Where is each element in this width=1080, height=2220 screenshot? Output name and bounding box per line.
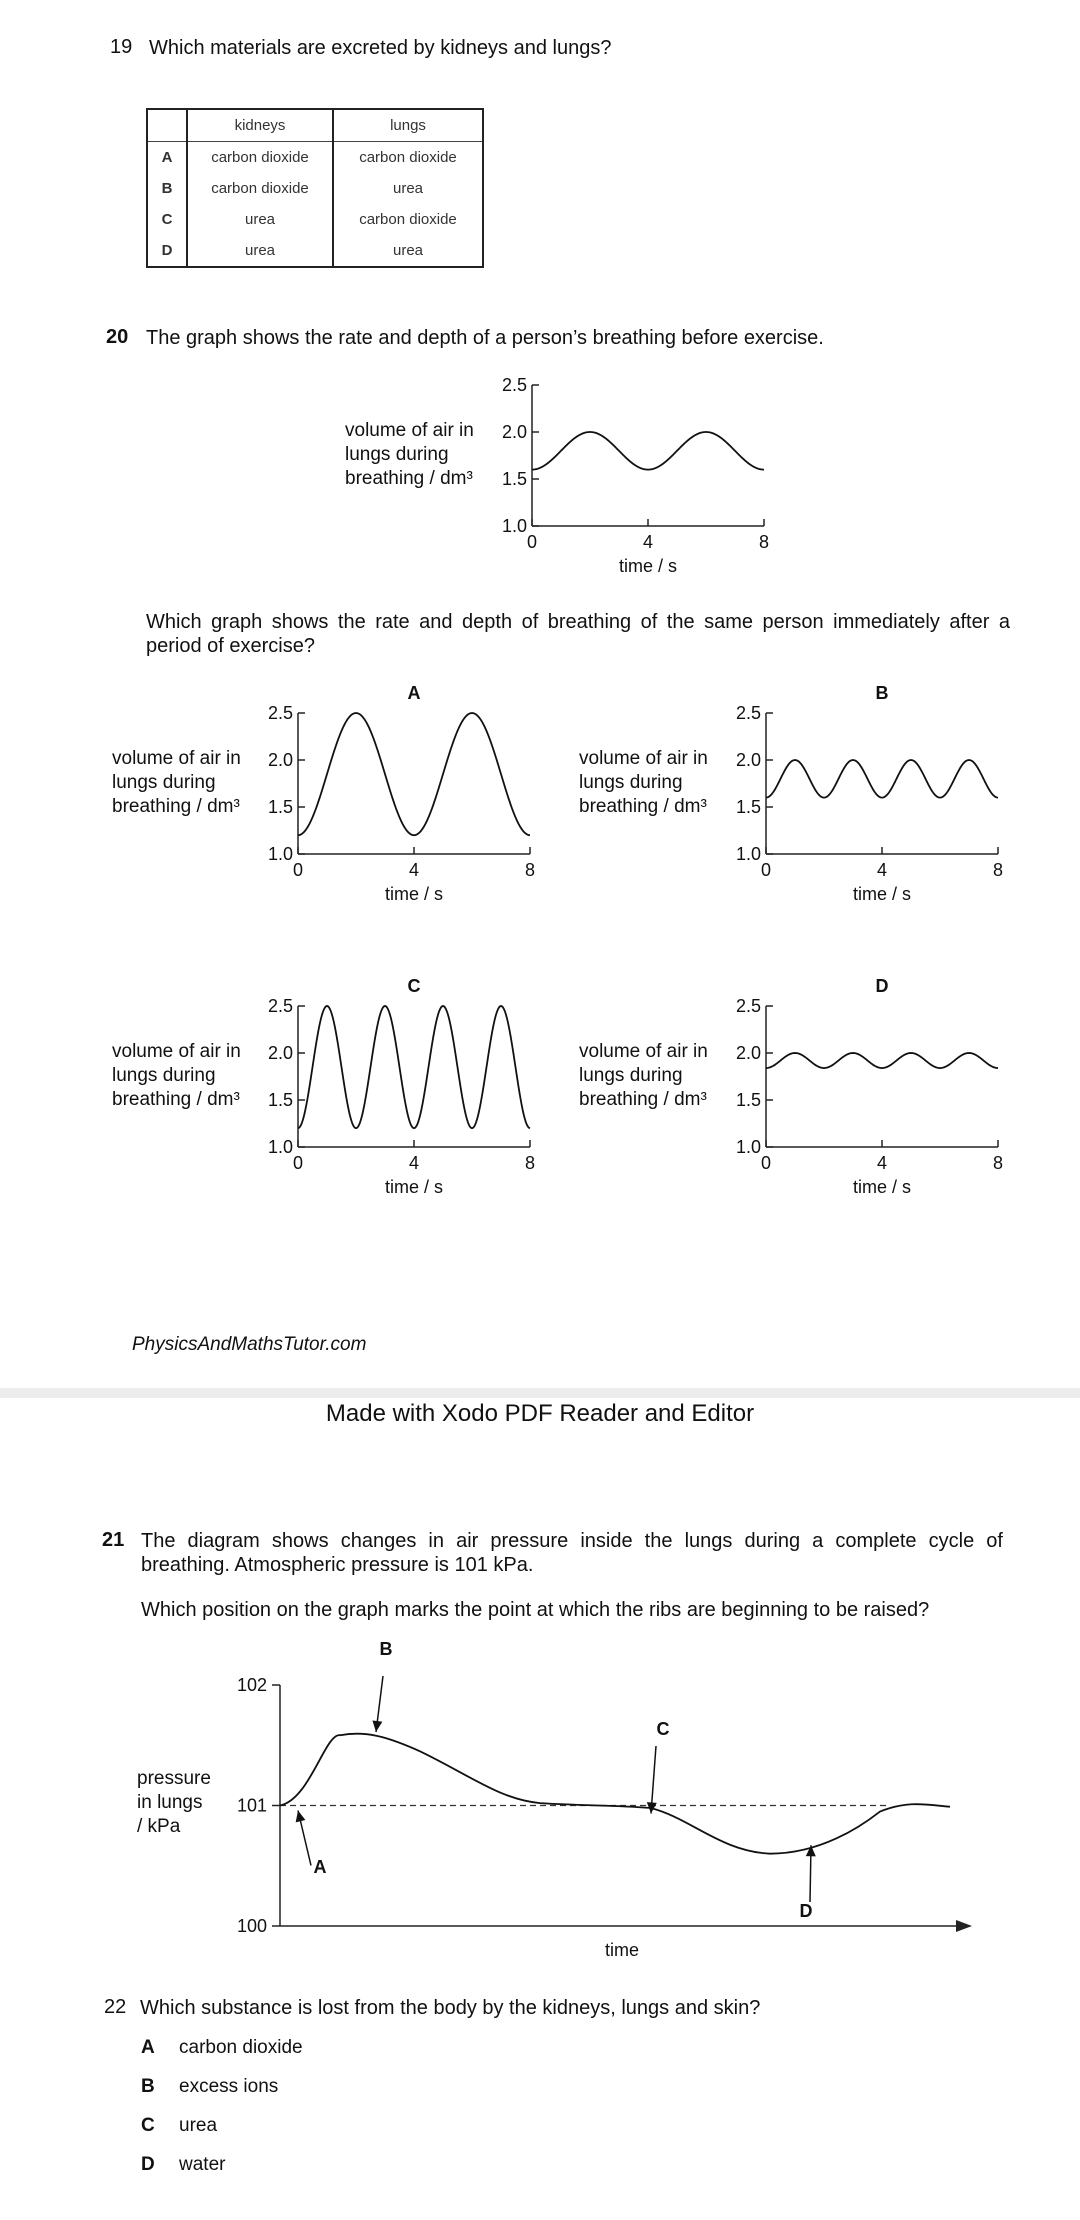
q20-text: The graph shows the rate and depth of a person’s breathing before exercise. bbox=[146, 327, 824, 349]
q20-c-ylabel: volume of air in lungs during breathing / dm³ bbox=[112, 1041, 241, 1110]
q22-option-a[interactable] bbox=[141, 2037, 303, 2059]
y-tick-label: 2.5 bbox=[267, 703, 293, 723]
breathing-curve bbox=[298, 1006, 530, 1128]
option-text: urea bbox=[179, 2115, 218, 2136]
q19-table bbox=[146, 108, 484, 268]
q20-graph-a bbox=[245, 672, 545, 912]
option-text: excess ions bbox=[179, 2076, 279, 2097]
q19-text: Which materials are excreted by kidneys and lungs? bbox=[149, 37, 612, 59]
q20-b-ylabel: volume of air in lungs during breathing / dm³ bbox=[579, 748, 708, 817]
table-row bbox=[147, 173, 483, 204]
y-tick-label: 1.5 bbox=[735, 797, 761, 817]
marker-b-arrowhead bbox=[372, 1720, 382, 1732]
q19-header-kidneys: kidneys bbox=[187, 109, 333, 142]
q20-a-ylabel: volume of air in lungs during breathing / dm³ bbox=[112, 748, 241, 817]
x-tick-label: 0 bbox=[292, 1153, 304, 1173]
y-tick-label: 2.5 bbox=[501, 375, 527, 395]
x-axis-label: time bbox=[604, 1940, 640, 1960]
x-axis-arrowhead bbox=[956, 1920, 972, 1932]
marker-c-label: C bbox=[656, 1719, 670, 1739]
marker-a-arrowhead bbox=[296, 1811, 306, 1823]
table-row bbox=[147, 235, 483, 267]
footer-site: PhysicsAndMathsTutor.com bbox=[132, 1334, 367, 1355]
y-tick-label: 1.0 bbox=[501, 516, 527, 536]
x-tick-label: 4 bbox=[876, 860, 888, 880]
cell-kidneys: carbon dioxide bbox=[187, 142, 333, 174]
y-tick-label: 2.0 bbox=[735, 750, 761, 770]
cell-kidneys: urea bbox=[187, 235, 333, 267]
x-tick-label: 8 bbox=[992, 860, 1004, 880]
y-tick-label: 100 bbox=[236, 1916, 267, 1936]
x-tick-label: 0 bbox=[760, 860, 772, 880]
cell-kidneys: urea bbox=[187, 204, 333, 235]
x-tick-label: 8 bbox=[992, 1153, 1004, 1173]
graph-title: D bbox=[875, 976, 889, 996]
x-tick-label: 0 bbox=[292, 860, 304, 880]
option-letter: C bbox=[141, 2115, 155, 2136]
cell-lungs: carbon dioxide bbox=[359, 211, 457, 228]
x-axis-label: time / s bbox=[852, 884, 912, 904]
y-tick-label: 1.0 bbox=[267, 844, 293, 864]
graph-title: B bbox=[875, 683, 889, 703]
q21-text: The diagram shows changes in air pressure inside the lungs during a complete cycle of breathing. Atmospheric pressure is 101 kPa. bbox=[141, 1530, 1003, 1576]
q22-number: 22 bbox=[104, 1996, 127, 2018]
row-letter: C bbox=[147, 204, 187, 235]
q22-option-d[interactable] bbox=[141, 2154, 226, 2176]
x-axis-label: time / s bbox=[618, 556, 678, 576]
y-tick-label: 1.5 bbox=[267, 797, 293, 817]
y-tick-label: 2.0 bbox=[501, 422, 527, 442]
y-tick-label: 2.0 bbox=[267, 1043, 293, 1063]
q22-option-c[interactable] bbox=[141, 2115, 218, 2137]
x-tick-label: 0 bbox=[526, 532, 538, 552]
q19-header-lungs: lungs bbox=[333, 109, 483, 142]
cell-lungs: urea bbox=[392, 180, 424, 197]
option-text: carbon dioxide bbox=[179, 2037, 303, 2058]
y-tick-label: 1.0 bbox=[735, 844, 761, 864]
option-letter: A bbox=[141, 2037, 155, 2058]
marker-b-label: B bbox=[379, 1639, 393, 1659]
q20-graph-c bbox=[245, 965, 545, 1205]
q20-before-graph bbox=[480, 370, 780, 590]
y-tick-label: 2.5 bbox=[735, 703, 761, 723]
row-letter: B bbox=[147, 173, 187, 204]
x-tick-label: 4 bbox=[876, 1153, 888, 1173]
breathing-curve bbox=[298, 713, 530, 835]
q21-question: Which position on the graph marks the point at which the ribs are beginning to be raised? bbox=[141, 1599, 930, 1621]
x-axis-label: time / s bbox=[384, 1177, 444, 1197]
x-tick-label: 0 bbox=[760, 1153, 772, 1173]
y-tick-label: 1.0 bbox=[267, 1137, 293, 1157]
q22-option-b[interactable] bbox=[141, 2076, 279, 2098]
q21-ylabel: pressure in lungs / kPa bbox=[137, 1768, 211, 1837]
cell-lungs: urea bbox=[392, 242, 424, 259]
row-letter: A bbox=[147, 142, 187, 174]
y-tick-label: 1.5 bbox=[501, 469, 527, 489]
q22-text: Which substance is lost from the body by the kidneys, lungs and skin? bbox=[140, 1997, 761, 2019]
page-divider bbox=[0, 1388, 1080, 1398]
y-tick-label: 1.0 bbox=[735, 1137, 761, 1157]
option-letter: B bbox=[141, 2076, 155, 2097]
cell-kidneys: carbon dioxide bbox=[187, 173, 333, 204]
y-tick-label: 101 bbox=[236, 1795, 267, 1816]
q20-number: 20 bbox=[106, 326, 129, 348]
pressure-curve bbox=[280, 1734, 950, 1854]
x-tick-label: 4 bbox=[408, 1153, 420, 1173]
option-letter: D bbox=[141, 2154, 155, 2175]
x-tick-label: 8 bbox=[524, 1153, 536, 1173]
option-text: water bbox=[179, 2154, 226, 2175]
breathing-curve bbox=[532, 432, 764, 470]
q20-graph-d bbox=[712, 965, 1012, 1205]
graph-title: C bbox=[407, 976, 421, 996]
q21-number: 21 bbox=[102, 1529, 125, 1551]
y-tick-label: 102 bbox=[236, 1675, 267, 1695]
row-letter: D bbox=[147, 235, 187, 267]
y-tick-label: 1.5 bbox=[735, 1090, 761, 1110]
y-tick-label: 2.5 bbox=[735, 996, 761, 1016]
x-axis-label: time / s bbox=[852, 1177, 912, 1197]
xodo-banner: Made with Xodo PDF Reader and Editor bbox=[325, 1400, 755, 1427]
table-row bbox=[147, 204, 483, 235]
y-tick-label: 2.0 bbox=[735, 1043, 761, 1063]
y-tick-label: 1.5 bbox=[267, 1090, 293, 1110]
breathing-curve bbox=[766, 1053, 998, 1068]
x-tick-label: 4 bbox=[408, 860, 420, 880]
breathing-curve bbox=[766, 760, 998, 798]
q21-pressure-graph bbox=[220, 1630, 980, 1970]
table-row bbox=[147, 142, 483, 174]
x-axis-label: time / s bbox=[384, 884, 444, 904]
q20-graph-b bbox=[712, 672, 1012, 912]
x-tick-label: 4 bbox=[642, 532, 654, 552]
cell-lungs: carbon dioxide bbox=[359, 149, 457, 166]
q20-d-ylabel: volume of air in lungs during breathing / dm³ bbox=[579, 1041, 708, 1110]
marker-d-label: D bbox=[799, 1901, 813, 1921]
x-tick-label: 8 bbox=[758, 532, 770, 552]
q20-before-ylabel: volume of air in lungs during breathing / dm³ bbox=[345, 420, 474, 489]
y-tick-label: 2.5 bbox=[267, 996, 293, 1016]
q20-question: Which graph shows the rate and depth of breathing of the same person immediately after a period of exercise? bbox=[146, 611, 1010, 657]
y-tick-label: 2.0 bbox=[267, 750, 293, 770]
x-tick-label: 8 bbox=[524, 860, 536, 880]
marker-a-label: A bbox=[313, 1856, 327, 1877]
q19-number: 19 bbox=[110, 36, 133, 58]
graph-title: A bbox=[407, 683, 421, 703]
